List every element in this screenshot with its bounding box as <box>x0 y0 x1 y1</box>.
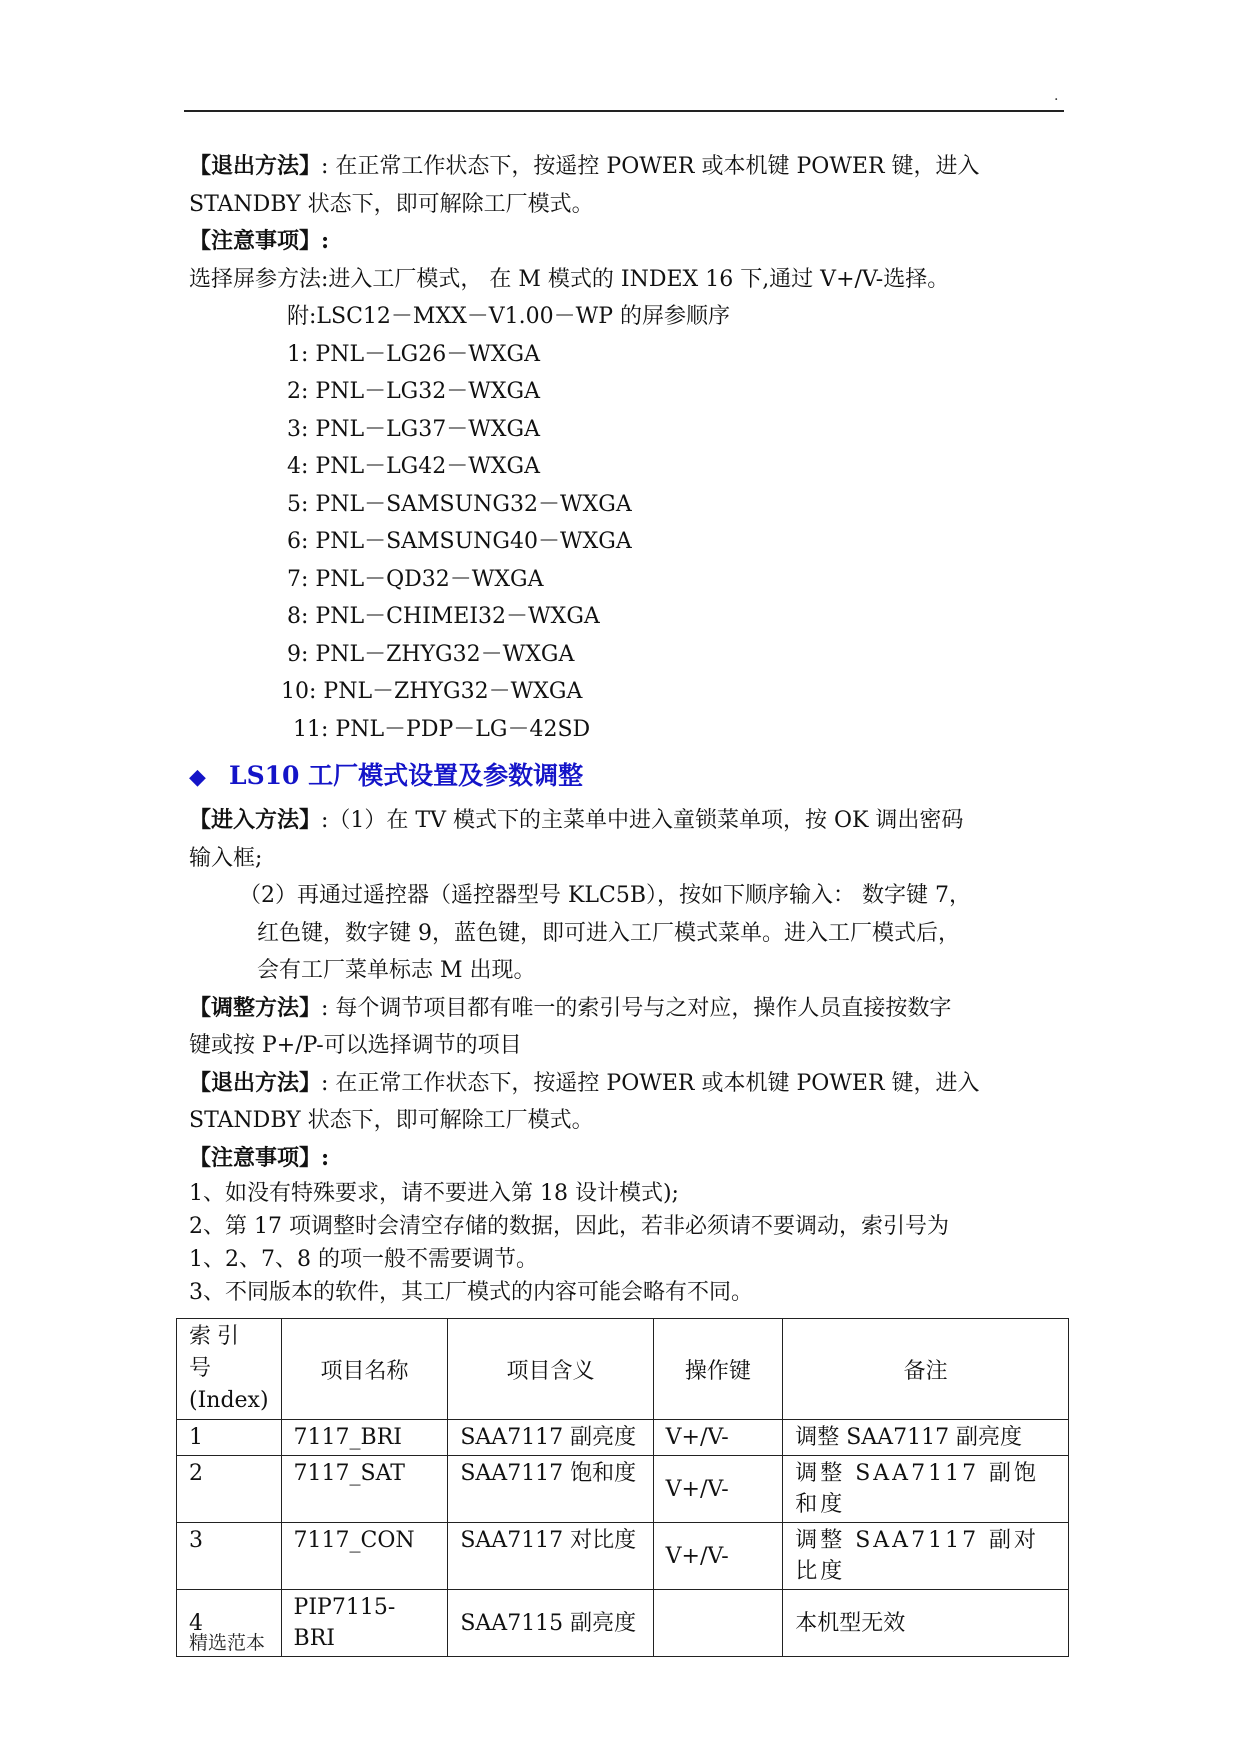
table-row <box>177 1456 1069 1523</box>
cell-index: 3 <box>177 1523 282 1590</box>
table-row <box>177 1590 1069 1657</box>
adjust-method-line-1 <box>189 990 1059 1028</box>
footer-text: 精选范本 <box>189 1632 266 1654</box>
notes-label: 【注意事项】 <box>189 228 322 254</box>
adjust-method-line-2: 键或按 P+/P-可以选择调节的项目 <box>189 1033 522 1058</box>
adjust-method-label: 【调整方法】 <box>189 994 322 1021</box>
col-header-key: 操作键 <box>653 1319 783 1420</box>
enter-step2-line-3: 会有工厂菜单标志 M 出现。 <box>257 958 536 983</box>
col-header-index-cn: 索引号 <box>189 1324 246 1381</box>
cell-meaning: SAA7115 副亮度 <box>448 1590 653 1657</box>
cell-name: 7117_SAT <box>281 1456 448 1523</box>
enter-method-text: :（1）在 TV 模式下的主菜单中进入童锁菜单项，按 OK 调出密码 <box>321 808 964 833</box>
cell-index: 2 <box>177 1456 282 1523</box>
cell-meaning: SAA7117 副亮度 <box>448 1420 653 1456</box>
note-item-2b: 1、2、7、8 的项一般不需要调节。 <box>189 1247 538 1272</box>
cell-key: V+/V- <box>653 1456 783 1523</box>
panel-item: 6: PNL－SAMSUNG40－WXGA <box>287 529 632 554</box>
cell-name: 7117_BRI <box>281 1420 448 1456</box>
section-title: LS10 工厂模式设置及参数调整 <box>229 761 584 790</box>
factory-parameter-table <box>176 1318 1069 1657</box>
adjust-method-text: : 每个调节项目都有唯一的索引号与之对应，操作人员直接按数字 <box>321 995 952 1021</box>
cell-remark: 调整 SAA7117 副对比度 <box>783 1523 1069 1590</box>
cell-name: 7117_CON <box>281 1523 448 1590</box>
enter-step2-line-1: （2）再通过遥控器（遥控器型号 KLC5B），按如下顺序输入： 数字键 7， <box>239 883 972 908</box>
cell-key: V+/V- <box>653 1523 783 1590</box>
exit-method-2-line-1 <box>189 1065 1059 1103</box>
exit-method-text: : 在正常工作状态下，按遥控 POWER 或本机键 POWER 键，进入 <box>321 154 980 179</box>
panel-item: 3: PNL－LG37－WXGA <box>287 416 540 442</box>
exit-method-label: 【退出方法】 <box>189 153 322 179</box>
cell-meaning: SAA7117 对比度 <box>448 1523 653 1590</box>
table-header-row <box>177 1319 1069 1420</box>
enter-step2-line-2: 红色键，数字键 9，蓝色键，即可进入工厂模式菜单。进入工厂模式后， <box>257 920 960 946</box>
cell-key: V+/V- <box>653 1420 783 1456</box>
panel-list-title: 附:LSC12－MXX－V1.00－WP 的屏参顺序 <box>287 304 731 329</box>
col-header-index-en: (Index) <box>189 1388 269 1413</box>
panel-item: 2: PNL－LG32－WXGA <box>287 379 540 404</box>
panel-item: 11: PNL－PDP－LG－42SD <box>293 716 591 742</box>
cell-index: 4 <box>177 1590 282 1657</box>
document-body <box>189 148 1059 1309</box>
col-header-index <box>177 1319 282 1420</box>
cell-remark: 调整 SAA7117 副饱和度 <box>783 1456 1069 1523</box>
panel-item: 5: PNL－SAMSUNG32－WXGA <box>287 491 632 517</box>
exit-method-line-2: STANDBY 状态下，即可解除工厂模式。 <box>189 191 594 217</box>
note-item-3: 3、不同版本的软件，其工厂模式的内容可能会略有不同。 <box>189 1280 753 1305</box>
table-row <box>177 1523 1069 1590</box>
enter-method-label: 【进入方法】 <box>189 807 322 833</box>
notes-colon: : <box>321 228 330 254</box>
exit-method-2-line-2: STANDBY 状态下，即可解除工厂模式。 <box>189 1108 594 1133</box>
notes-2-colon: : <box>321 1144 330 1171</box>
enter-method-line-2: 输入框; <box>189 845 263 871</box>
enter-method-line-1 <box>189 802 1059 840</box>
notes-heading <box>189 223 1059 261</box>
cell-key <box>653 1590 783 1657</box>
header-rule <box>184 110 1064 112</box>
col-header-remark: 备注 <box>783 1319 1069 1420</box>
panel-item: 4: PNL－LG42－WXGA <box>287 454 540 479</box>
cell-index: 1 <box>177 1420 282 1456</box>
cell-meaning: SAA7117 饱和度 <box>448 1456 653 1523</box>
section-heading <box>189 750 1059 802</box>
header-mark: . <box>1054 88 1059 104</box>
panel-list <box>189 298 1059 673</box>
panel-item: 1: PNL－LG26－WXGA <box>287 341 540 367</box>
diamond-bullet-icon: ◆ <box>189 764 206 790</box>
cell-remark: 调整 SAA7117 副亮度 <box>783 1420 1069 1456</box>
cell-name: PIP7115-BRI <box>281 1590 448 1657</box>
notes-2-heading <box>189 1140 1059 1178</box>
exit-method-line-1 <box>189 148 1059 186</box>
col-header-meaning: 项目含义 <box>448 1319 653 1420</box>
note-item-1: 1、如没有特殊要求，请不要进入第 18 设计模式); <box>189 1181 679 1206</box>
exit-method-2-text: : 在正常工作状态下，按遥控 POWER 或本机键 POWER 键，进入 <box>321 1070 980 1096</box>
panel-item: 7: PNL－QD32－WXGA <box>287 566 544 592</box>
note-item-2a: 2、第 17 项调整时会清空存储的数据，因此，若非必须请不要调动，索引号为 <box>189 1214 949 1239</box>
notes-2-label: 【注意事项】 <box>189 1144 322 1171</box>
col-header-name: 项目名称 <box>281 1319 448 1420</box>
table-row <box>177 1420 1069 1456</box>
panel-item: 8: PNL－CHIMEI32－WXGA <box>287 604 600 629</box>
panel-item: 9: PNL－ZHYG32－WXGA <box>287 641 575 667</box>
panel-item: 10: PNL－ZHYG32－WXGA <box>281 679 583 704</box>
exit-method-2-label: 【退出方法】 <box>189 1069 322 1096</box>
cell-remark: 本机型无效 <box>783 1590 1069 1657</box>
select-panel-text: 选择屏参方法:进入工厂模式， 在 M 模式的 INDEX 16 下,通过 V+/V-选择。 <box>189 266 950 292</box>
